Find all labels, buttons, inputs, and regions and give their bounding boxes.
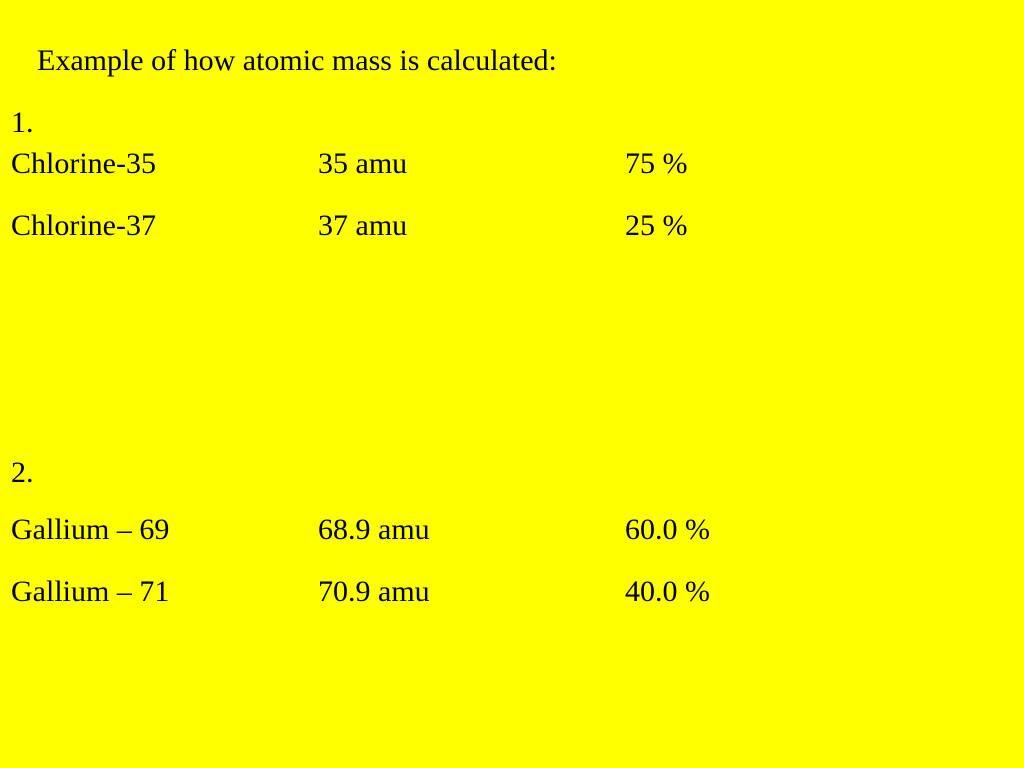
isotope-name: Chlorine-37 bbox=[11, 209, 156, 242]
slide-title: Example of how atomic mass is calculated: bbox=[37, 44, 557, 77]
example-1-number: 1. bbox=[11, 106, 34, 139]
isotope-row bbox=[11, 145, 811, 183]
isotope-row bbox=[11, 511, 811, 549]
isotope-abundance: 40.0 % bbox=[625, 575, 710, 608]
isotope-name: Gallium – 69 bbox=[11, 513, 170, 546]
isotope-name: Chlorine-35 bbox=[11, 147, 156, 180]
isotope-abundance: 25 % bbox=[625, 209, 688, 242]
isotope-row bbox=[11, 207, 811, 245]
isotope-mass: 70.9 amu bbox=[318, 575, 430, 608]
isotope-mass: 68.9 amu bbox=[318, 513, 430, 546]
example-2-number: 2. bbox=[11, 456, 34, 489]
isotope-abundance: 60.0 % bbox=[625, 513, 710, 546]
isotope-name: Gallium – 71 bbox=[11, 575, 170, 608]
isotope-mass: 35 amu bbox=[318, 147, 408, 180]
isotope-abundance: 75 % bbox=[625, 147, 688, 180]
isotope-mass: 37 amu bbox=[318, 209, 408, 242]
isotope-row bbox=[11, 573, 811, 611]
